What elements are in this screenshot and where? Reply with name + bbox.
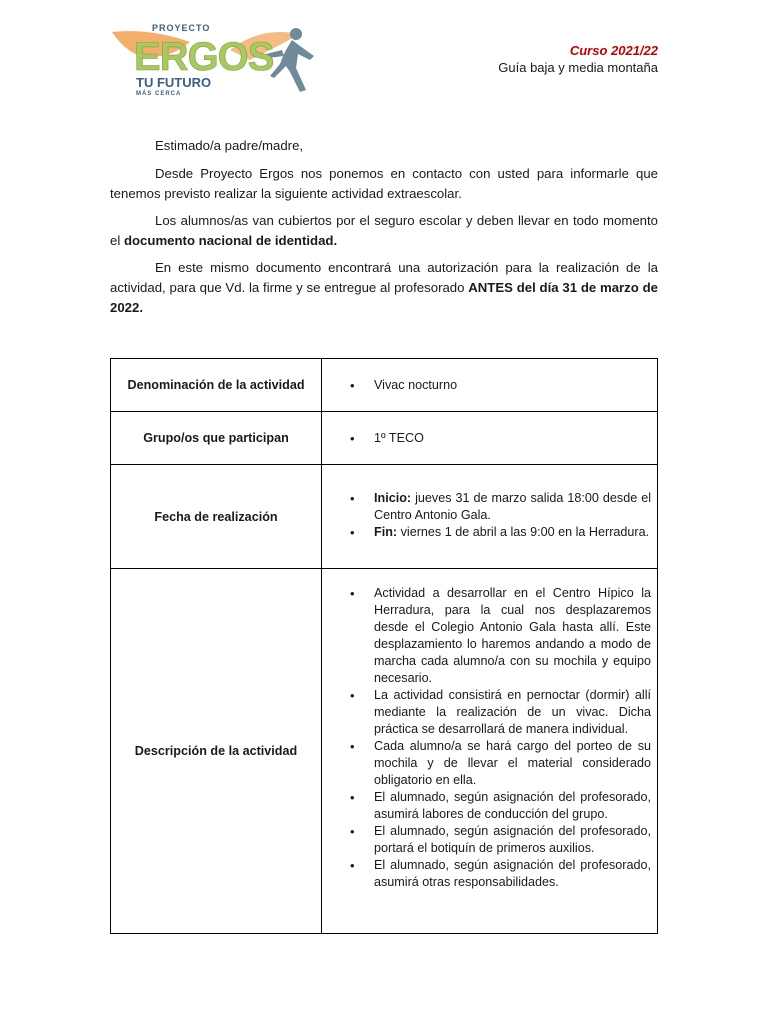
list-item: • Vivac nocturno: [374, 377, 651, 394]
end-label: Fin:: [374, 525, 398, 539]
list-item: • La actividad consistirá en pernoctar (dormir) allí mediante la realización de un vivac. Dicha práctica se desarrollará de manera individual.: [374, 687, 651, 738]
letter-body: [110, 136, 658, 325]
paragraph-insurance: [110, 211, 658, 251]
row-label-name: Denominación de la actividad: [111, 359, 322, 412]
row-label-description: Descripción de la actividad: [111, 569, 322, 934]
start-text: jueves 31 de marzo salida 18:00 desde el Centro Antonio Gala.: [374, 491, 651, 522]
table-row: [111, 465, 658, 569]
greeting: Estimado/a padre/madre,: [155, 138, 304, 153]
list-item: • El alumnado, según asignación del profesorado, portará el botiquín de primeros auxilios.: [374, 823, 651, 857]
guide-title: Guía baja y media montaña: [498, 60, 658, 75]
row-value-group: [322, 412, 658, 465]
insurance-bold: documento nacional de identidad.: [123, 233, 338, 248]
end-text: viernes 1 de abril a las 9:00 en la Herradura.: [397, 525, 650, 539]
logo-graphic: [110, 20, 330, 100]
course-year: Curso 2021/22: [569, 43, 658, 58]
list-item: • Cada alumno/a se hará cargo del porteo de su mochila y de llevar el material considerado obligatorio en ella.: [374, 738, 651, 789]
row-label-date: Fecha de realización: [111, 465, 322, 569]
row-value-date: [322, 465, 658, 569]
start-label: Inicio:: [374, 491, 412, 505]
deadline-bold: ANTES del día 31 de marzo de 2022.: [110, 280, 658, 315]
list-item: • El alumnado, según asignación del profesorado, asumirá labores de conducción del grupo.: [374, 789, 651, 823]
row-value-description: [322, 569, 658, 934]
logo-subtagline: MÁS CERCA: [136, 91, 182, 97]
logo-main-text: ERGOS: [134, 35, 274, 79]
list-item-end: [374, 524, 651, 541]
table-row: [111, 359, 658, 412]
logo-small-text: PROYECTO: [152, 23, 211, 33]
table-row: [111, 569, 658, 934]
activity-table: [110, 358, 658, 934]
list-item: • 1º TECO: [374, 430, 651, 447]
header-info: [498, 42, 658, 76]
authorization-text: En este mismo documento encontrará una autorización para la realización de la actividad, para que Vd. la firme y se entregue al profesorado: [110, 260, 658, 295]
list-item: • El alumnado, según asignación del profesorado, asumirá otras responsabilidades.: [374, 857, 651, 891]
list-item: • Actividad a desarrollar en el Centro Hípico la Herradura, para la cual nos desplazaremos desde el Colegio Antonio Gala hasta allí. Este desplazamiento lo haremos andando a modo de marcha cada alumno/a con su mochila y equipo necesario.: [374, 585, 651, 687]
table-row: [111, 412, 658, 465]
logo-tagline: TU FUTURO: [136, 75, 212, 90]
paragraph-intro: Desde Proyecto Ergos nos ponemos en contacto con usted para informarle que tenemos previsto realizar la siguiente actividad extraescolar.: [110, 166, 658, 201]
proyecto-ergos-logo: [110, 20, 330, 100]
row-label-group: Grupo/os que participan: [111, 412, 322, 465]
paragraph-authorization: [110, 258, 658, 318]
insurance-text: Los alumnos/as van cubiertos por el seguro escolar y deben llevar en todo momento el: [110, 213, 658, 248]
row-value-name: [322, 359, 658, 412]
list-item-start: [374, 490, 651, 524]
